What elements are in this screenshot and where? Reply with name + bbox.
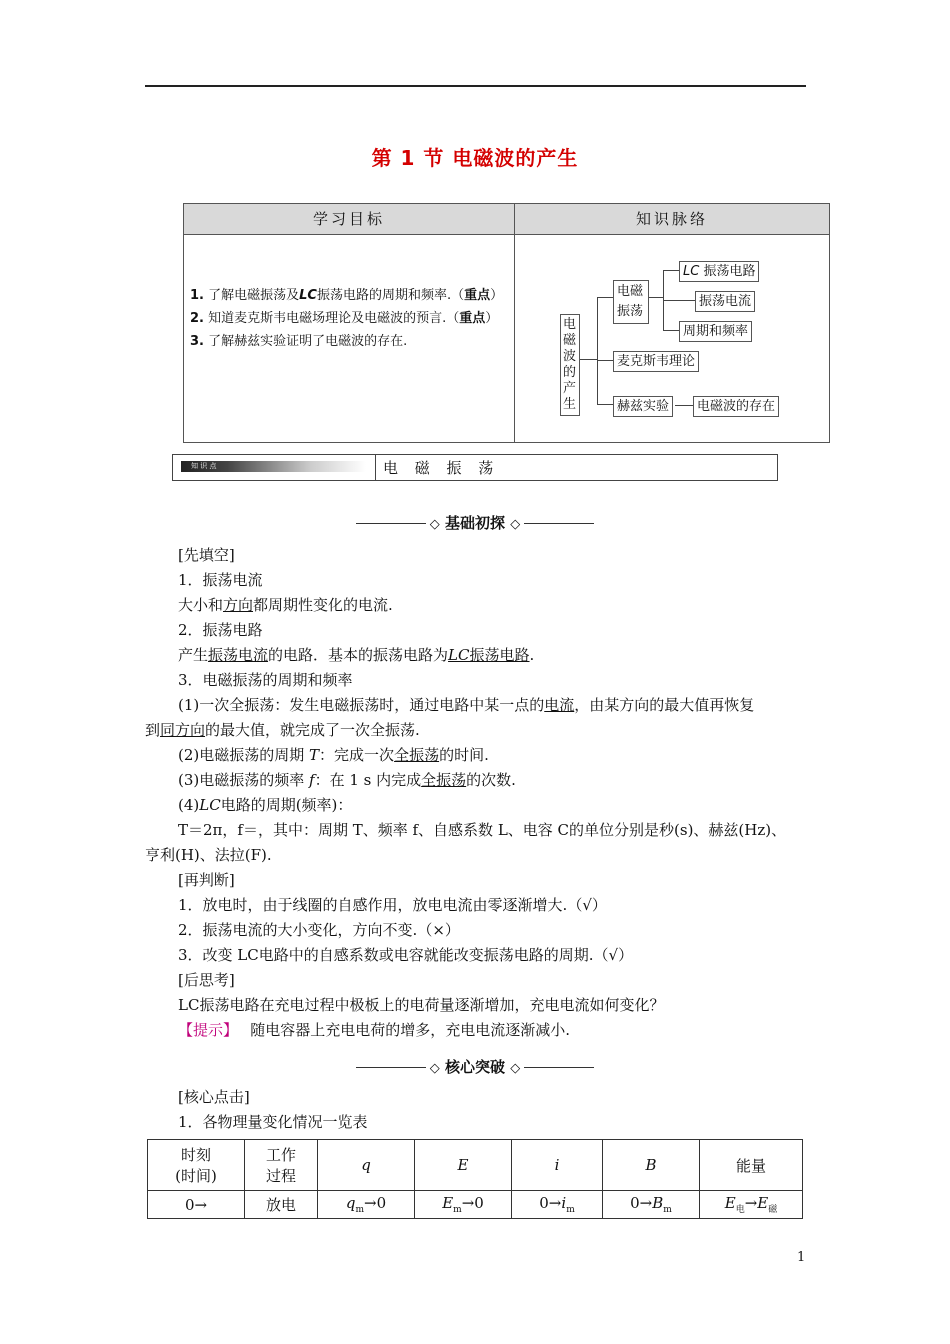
page-title: 第 1 节 电磁波的产生 (371, 146, 579, 170)
table-header: 工作 过程 (245, 1140, 318, 1191)
page-number: 1 (797, 1250, 806, 1265)
table-header: i (512, 1140, 603, 1191)
map-branch-hertz: 赫兹实验 (613, 396, 673, 417)
objective-item: 1. 了解电磁振荡及LC振荡电路的周期和频率.（重点） (190, 288, 504, 303)
knowledge-map-header: 知识脉络 (515, 204, 829, 235)
table-header: 能量 (700, 1140, 803, 1191)
objectives-table (183, 203, 830, 443)
table-cell: $q_m\to 0$ (318, 1191, 415, 1219)
table-header: q (318, 1140, 415, 1191)
map-leaf-current: 振荡电流 (695, 291, 755, 312)
objectives-list (190, 284, 508, 353)
table-header: 时刻 (时间) (148, 1140, 245, 1191)
map-branch-oscillation: 电磁振荡 (613, 280, 649, 324)
knowledge-point-tag: 知 识 点 (181, 461, 366, 472)
table-cell: $0\to B_m$ (603, 1191, 700, 1219)
section-heading-basics: ◇ 基础初探 ◇ (0, 512, 950, 533)
table-cell: $E_m\to 0$ (415, 1191, 512, 1219)
table-cell: $E_电\to E_磁$ (700, 1191, 803, 1219)
table-cell: 放电 (245, 1191, 318, 1219)
objective-item: 2. 知道麦克斯韦电磁场理论及电磁波的预言.（重点） (190, 311, 499, 326)
objective-item: 3. 了解赫兹实验证明了电磁波的存在. (190, 334, 408, 349)
table-cell: 0→ (148, 1191, 245, 1219)
map-leaf-period: 周期和频率 (679, 321, 752, 342)
map-branch-maxwell: 麦克斯韦理论 (613, 351, 699, 372)
map-leaf-lc: LC 振荡电路 (679, 261, 759, 282)
header-rule (145, 85, 806, 87)
body-text: [先填空] 1．振荡电流 大小和方向都周期性变化的电流. 2．振荡电路 产生振荡电流的电路．基本的振荡电路为LC振荡电路. 3．电磁振荡的周期和频率 (1)一次全振荡：发生电磁振荡时，通过电路中某一点的电流，由某方向的最大值再恢复 到同方向的最大值，就完成了一次全振荡. (2)电磁振荡的周期 T：完成一次全振荡的时间. (3)电磁振荡的频率 f：在 1 s 内完成全振荡的次数. (4)LC电路的周期(频率)： T＝2π，f＝，其中：周期 T、频率 f、自感系数 L、电容 C的单位分别是秒(s)、赫兹(Hz)、 亨利(H)、法拉(F). [再判断] 1．放电时，由于线圈的自感作用，放电电流由零逐渐增大.（√） 2．振荡电流的大小变化，方向不变.（×） 3．改变 LC电路中的自感系数或电容就能改变振荡电路的周期.（√） [后思考] LC振荡电路在充电过程中极板上的电荷量逐渐增加，充电电流如何变化？ 【提示】 随电容器上充电电荷的增多，充电电流逐渐减小. (145, 546, 787, 1039)
hint-label: 【提示】 (178, 1021, 231, 1039)
quantity-table (147, 1139, 803, 1219)
knowledge-point-bar (172, 454, 778, 481)
table-cell: $0\to i_m$ (512, 1191, 603, 1219)
map-leaf-existence: 电磁波的存在 (693, 396, 779, 417)
knowledge-point-label: 电 磁 振 荡 (383, 459, 500, 477)
table-header: E (415, 1140, 512, 1191)
section-heading-core: ◇ 核心突破 ◇ (0, 1056, 950, 1077)
table-divider (514, 204, 515, 442)
table-header: B (603, 1140, 700, 1191)
objectives-header: 学习目标 (184, 204, 514, 235)
map-root: 电磁波的产生 (560, 314, 580, 416)
